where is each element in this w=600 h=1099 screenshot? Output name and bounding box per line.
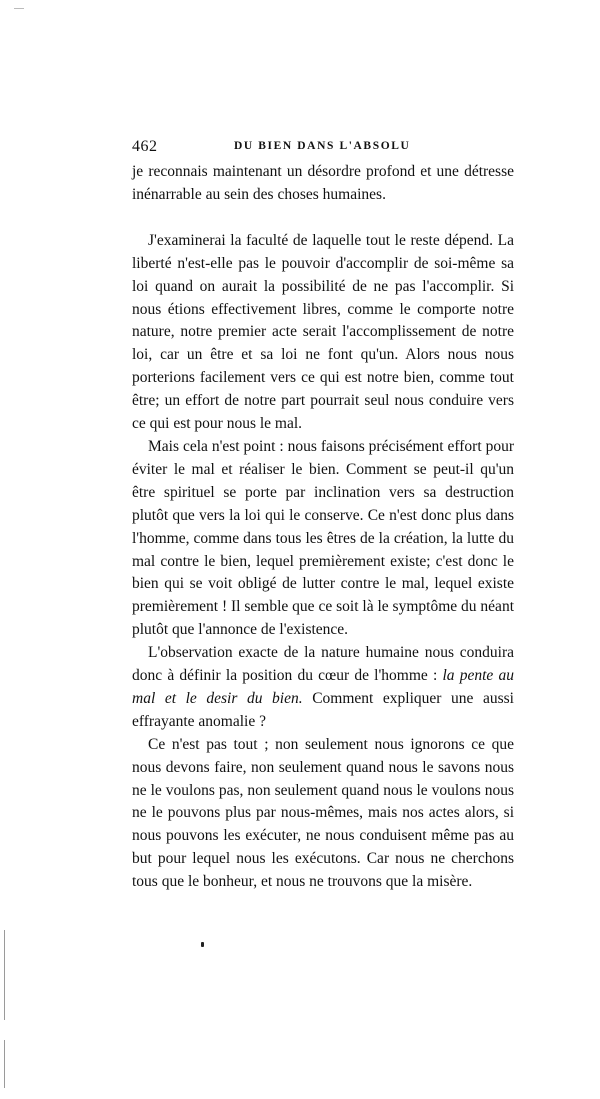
paragraph-observation [132,642,514,734]
page-header [132,138,514,158]
paragraph-effort: Mais cela n'est point : nous faisons précisément effort pour éviter le mal et réaliser le bien. Comment se peut-il qu'un être spirituel se porte par inclination vers sa destruction plutôt que vers la loi qui le conserve. Ce n'est donc plus dans l'homme, comme dans tous les êtres de la création, la lutte du mal contre le bien, lequel premièrement existe; c'est donc le bien qui se voit obligé de lutter contre le mal, lequel existe premièrement ! Il semble que ce soit là le symptôme du néant plutôt que l'annonce de l'existence. [132,437,514,639]
scan-edge-line [4,1040,5,1088]
observation-text-end: Comment expliquer une aussi effrayante anomalie ? [132,689,514,730]
ink-speck [201,942,204,947]
italic-phrase: la pente au mal et le desir du bien. [132,667,514,707]
body-text [132,161,514,894]
page-number: 462 [132,138,158,155]
paragraph-misere: Ce n'est pas tout ; non seulement nous ignorons ce que nous devons faire, non seulement quand nous le savons nous ne le voulons pas, non seulement quand nous le voulons nous ne le pouvons plus par nous-mêmes, mais nos actes alors, si nous pouvons les exécuter, ne nous conduisent même pas au but pour lequel nous les exécutons. Car nous ne cherchons tous que le bonheur, et nous ne trouvons que la misère. [132,735,514,891]
scan-artifact [14,8,24,9]
paragraph-continuation: je reconnais maintenant un désordre profond et une détresse inénarrable au sein des choses humaines. [132,163,514,203]
observation-text: L'observation exacte de la nature humaine nous conduira donc à définir la position du cœur de l'homme : [132,644,514,685]
paragraph-liberte: J'examinerai la faculté de laquelle tout le reste dépend. La liberté n'est-elle pas le pouvoir d'accomplir de soi-même sa loi quand on aurait la possibilité de ne pas l'accomplir. Si nous étions effectivement libres, comme le comporte notre nature, notre premier acte serait l'accomplissement de notre loi, car un être et sa loi ne font qu'un. Alors nous nous porterions facilement vers ce qui est notre bien, comme tout être; un effort de notre part pourrait seul nous conduire vers ce qui est pour nous le mal. [132,231,514,433]
running-title: DU BIEN DANS L'ABSOLU [234,140,411,152]
scan-edge-line [4,930,5,1020]
